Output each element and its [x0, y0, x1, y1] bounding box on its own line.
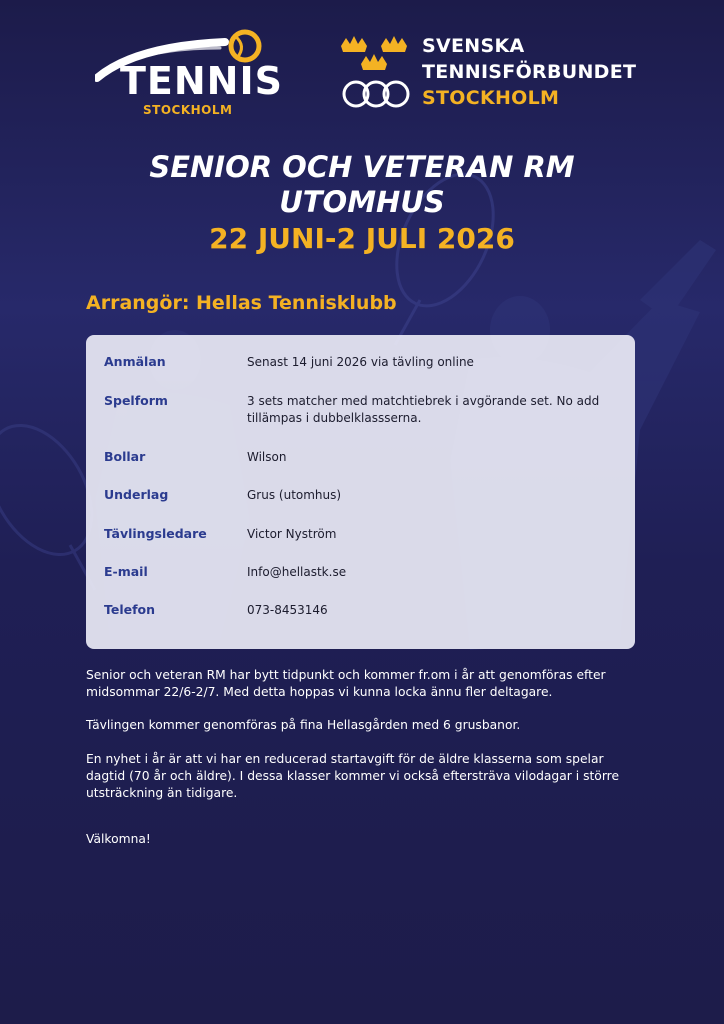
info-label: Tävlingsledare — [104, 526, 207, 541]
info-value: Victor Nyström — [247, 527, 337, 541]
svenska-tennisforbundet-logo — [338, 34, 638, 114]
email-link[interactable]: Info@hellastk.se — [247, 565, 347, 579]
info-card — [86, 335, 635, 649]
info-value: Grus (utomhus) — [247, 488, 342, 502]
event-header — [0, 150, 724, 256]
event-title-line1: SENIOR OCH VETERAN RM — [149, 150, 575, 184]
event-title-line2: UTOMHUS — [279, 185, 445, 219]
body-paragraph-welcome: Välkomna! — [86, 832, 151, 846]
info-label: E-mail — [104, 564, 148, 579]
logo-stockholm-word: STOCKHOLM — [143, 103, 233, 117]
info-label: Telefon — [104, 602, 156, 617]
logo-tennis-word: TENNIS — [120, 59, 283, 103]
body-paragraph-2: Tävlingen kommer genomföras på fina Hellasgården med 6 grusbanor. — [86, 718, 521, 732]
body-paragraph-1: Senior och veteran RM har bytt tidpunkt och kommer fr.om i år att genomföras efter midsommar 22/6-2/7. Med detta hoppas vi kunna locka ännu fler deltagare. — [86, 668, 606, 699]
logo-tennisforbundet: TENNISFÖRBUNDET — [422, 61, 637, 83]
logo-svenska: SVENSKA — [422, 35, 525, 57]
rings-icon — [342, 76, 422, 116]
info-label: Spelform — [104, 393, 168, 408]
info-label: Bollar — [104, 449, 146, 464]
tennis-stockholm-logo — [95, 28, 283, 118]
organizer: Arrangör: Hellas Tennisklubb — [86, 292, 397, 314]
info-label: Underlag — [104, 487, 169, 502]
event-date: 22 JUNI-2 JULI 2026 — [209, 222, 515, 255]
phone-number: 073-8453146 — [247, 603, 328, 617]
body-paragraph-3: En nyhet i år är att vi har en reducerad startavgift för de äldre klasserna som spelar dagtid (70 år och äldre). I dessa klasser kommer vi också eftersträva vilodagar i större utsträckning än tidigare. — [86, 752, 620, 800]
logo-stockholm: STOCKHOLM — [422, 87, 560, 109]
info-label: Anmälan — [104, 354, 166, 369]
info-value: 3 sets matcher med matchtiebrek i avgörande set. No add tillämpas i dubbelklassserna. — [247, 394, 600, 425]
info-value: Senast 14 juni 2026 via tävling online — [247, 355, 474, 369]
info-value: Wilson — [247, 450, 287, 464]
